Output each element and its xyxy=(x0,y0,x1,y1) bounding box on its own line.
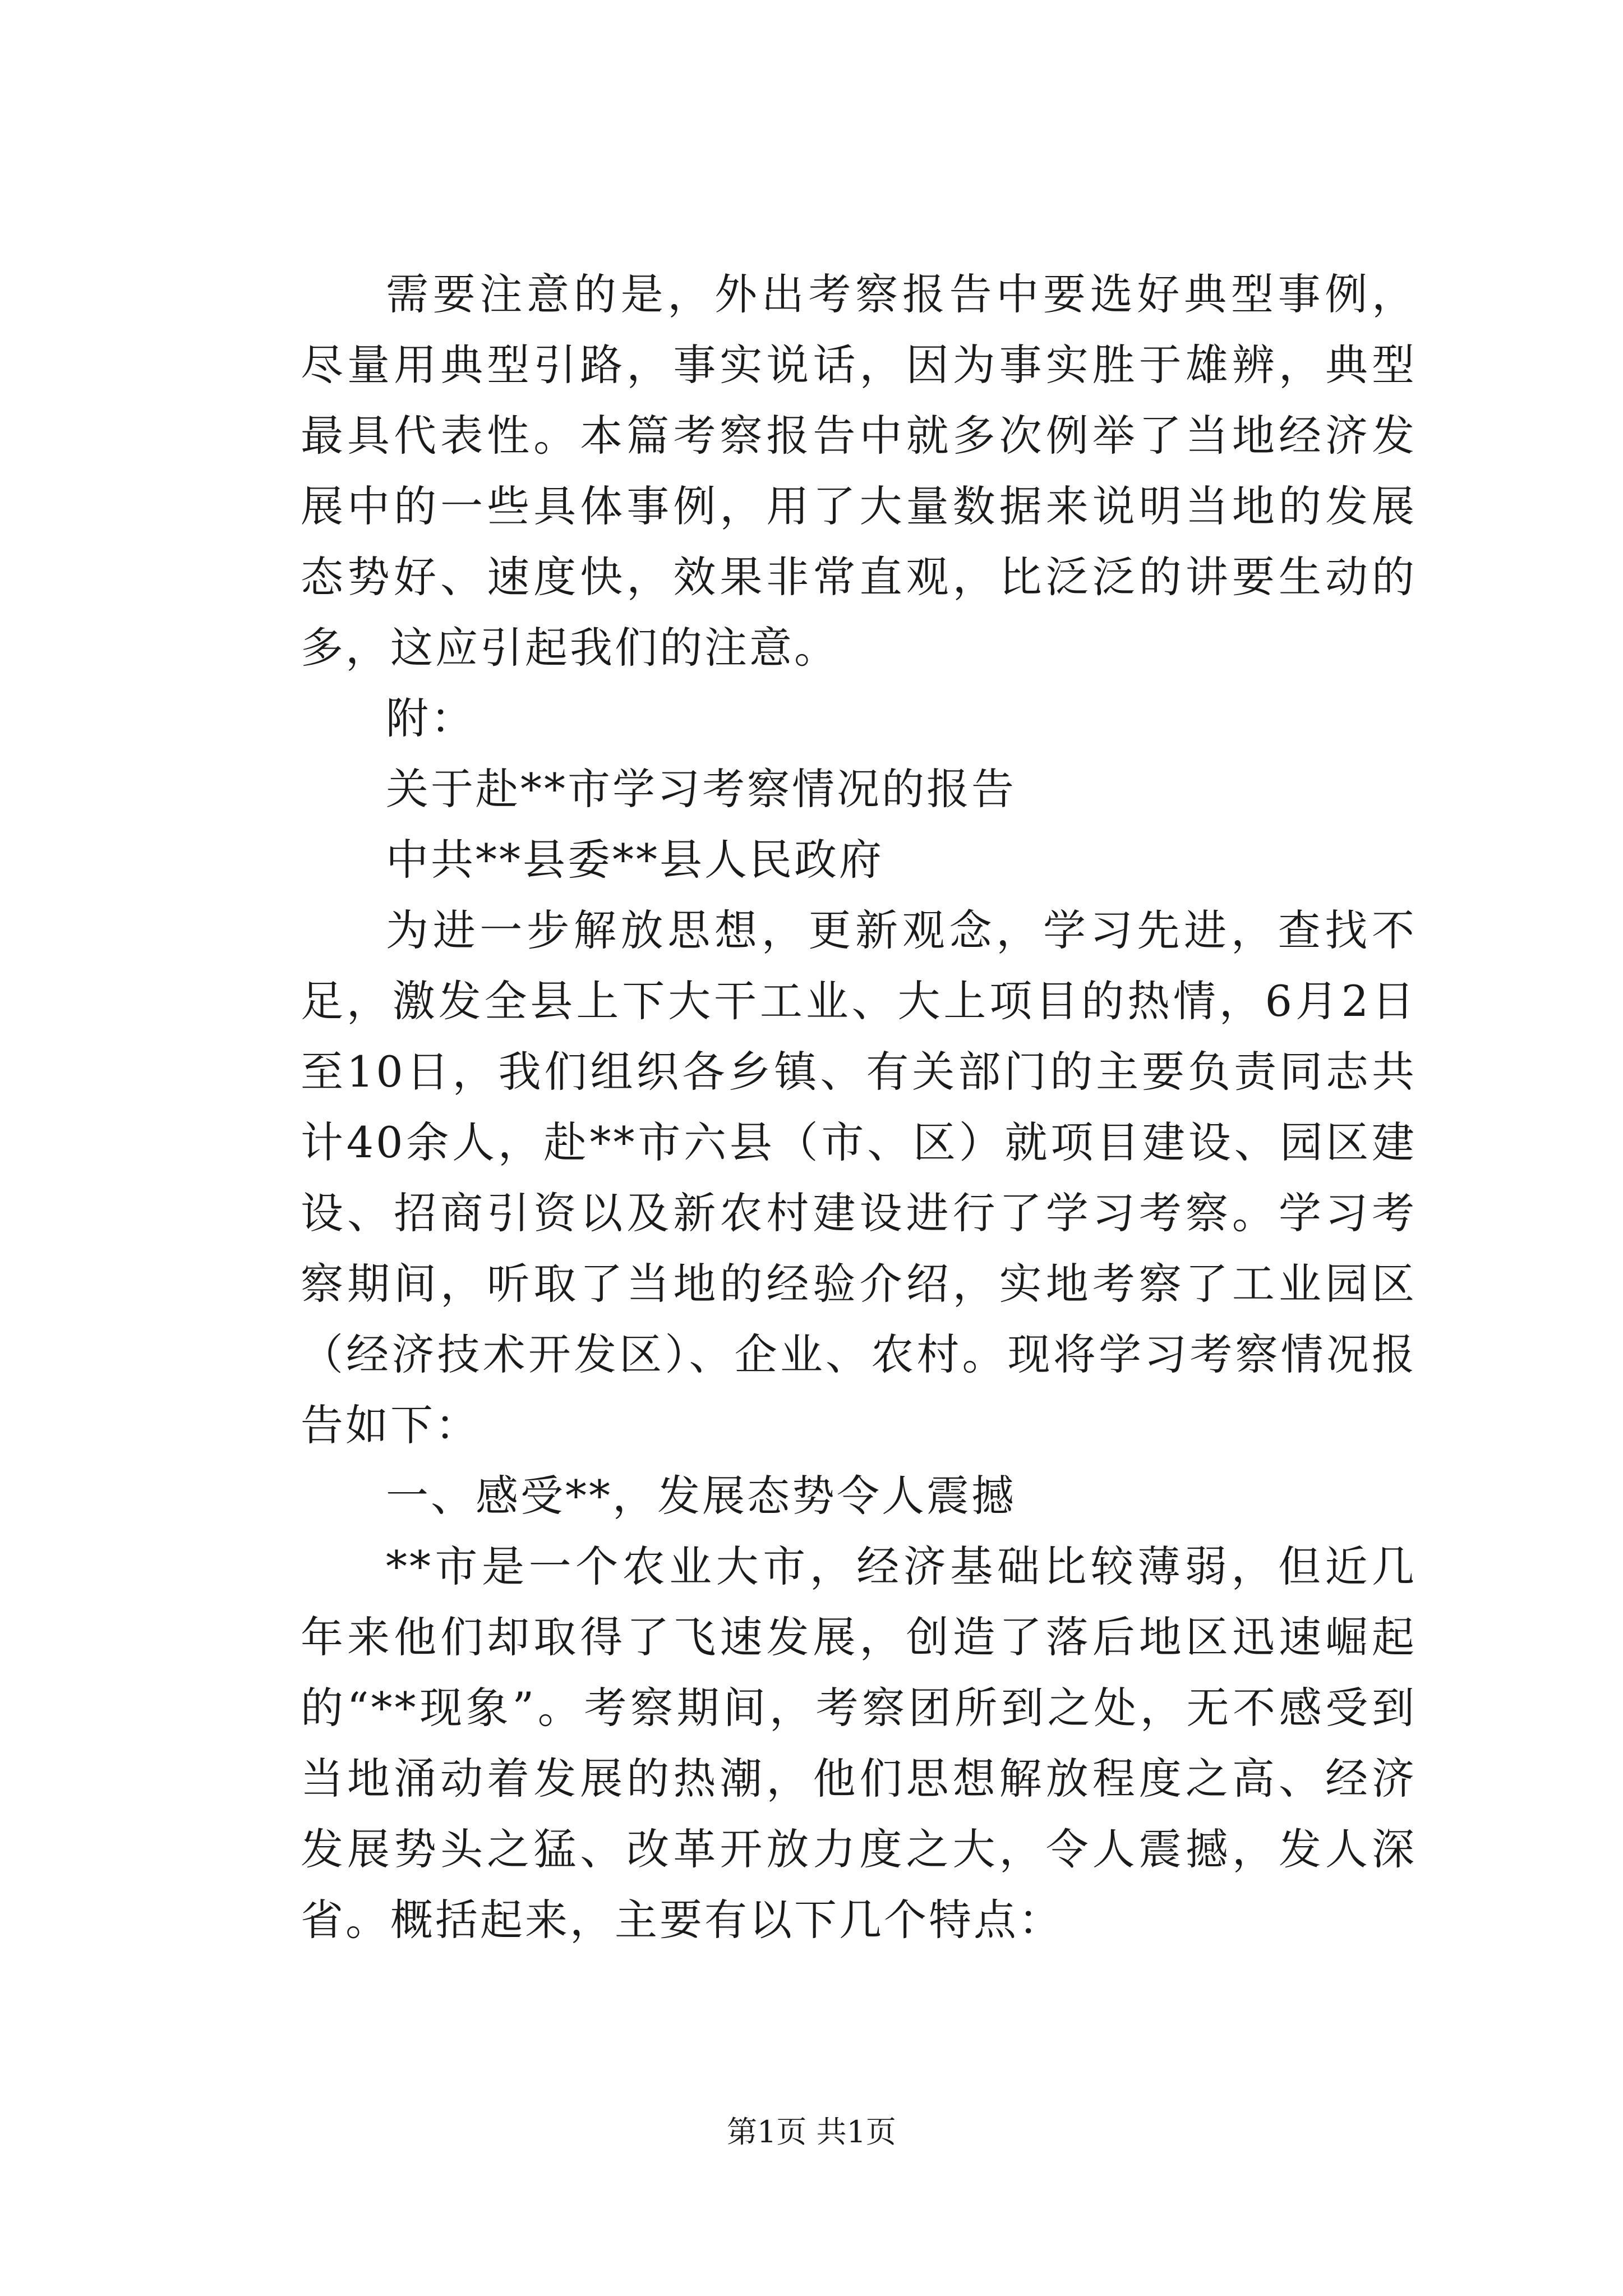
paragraph-section-body: **市是一个农业大市，经济基础比较薄弱，但近几年来他们却取得了飞速发展，创造了落后地区迅速崛起的“**现象”。考察期间，考察团所到之处，无不感受到当地涌动着发展的热潮，他们思想解放程度之高、经济发展势头之猛、改革开放力度之大，令人震撼，发人深省。概括起来，主要有以下几个特点： xyxy=(301,1542,1417,1945)
paragraph-note: 需要注意的是，外出考察报告中要选好典型事例，尽量用典型引路，事实说话，因为事实胜于雄辨，典型最具代表性。本篇考察报告中就多次例举了当地经济发展中的一些具体事例，用了大量数据来说明当地的发展态势好、速度快，效果非常直观，比泛泛的讲要生动的多，这应引起我们的注意。 xyxy=(301,269,1417,673)
document-body xyxy=(301,259,1417,1955)
paragraph-introduction: 为进一步解放思想，更新观念，学习先进，查找不足，激发全县上下大干工业、大上项目的热情，6月2日至10日，我们组织各乡镇、有关部门的主要负责同志共计40余人，赴**市六县（市、区）就项目建设、园区建设、招商引资以及新农村建设进行了学习考察。学习考察期间，听取了当地的经验介绍，实地考察了工业园区（经济技术开发区）、企业、农村。现将学习考察情况报告如下： xyxy=(301,905,1417,1450)
page-footer: 第1页 共1页 xyxy=(727,2114,896,2150)
paragraph-report-title: 关于赴**市学习考察情况的报告 xyxy=(386,764,1016,814)
paragraph-issuer: 中共**县委**县人民政府 xyxy=(386,835,884,885)
paragraph-appendix-label: 附： xyxy=(386,693,476,743)
paragraph-section-heading: 一、感受**，发展态势令人震撼 xyxy=(386,1471,1016,1521)
